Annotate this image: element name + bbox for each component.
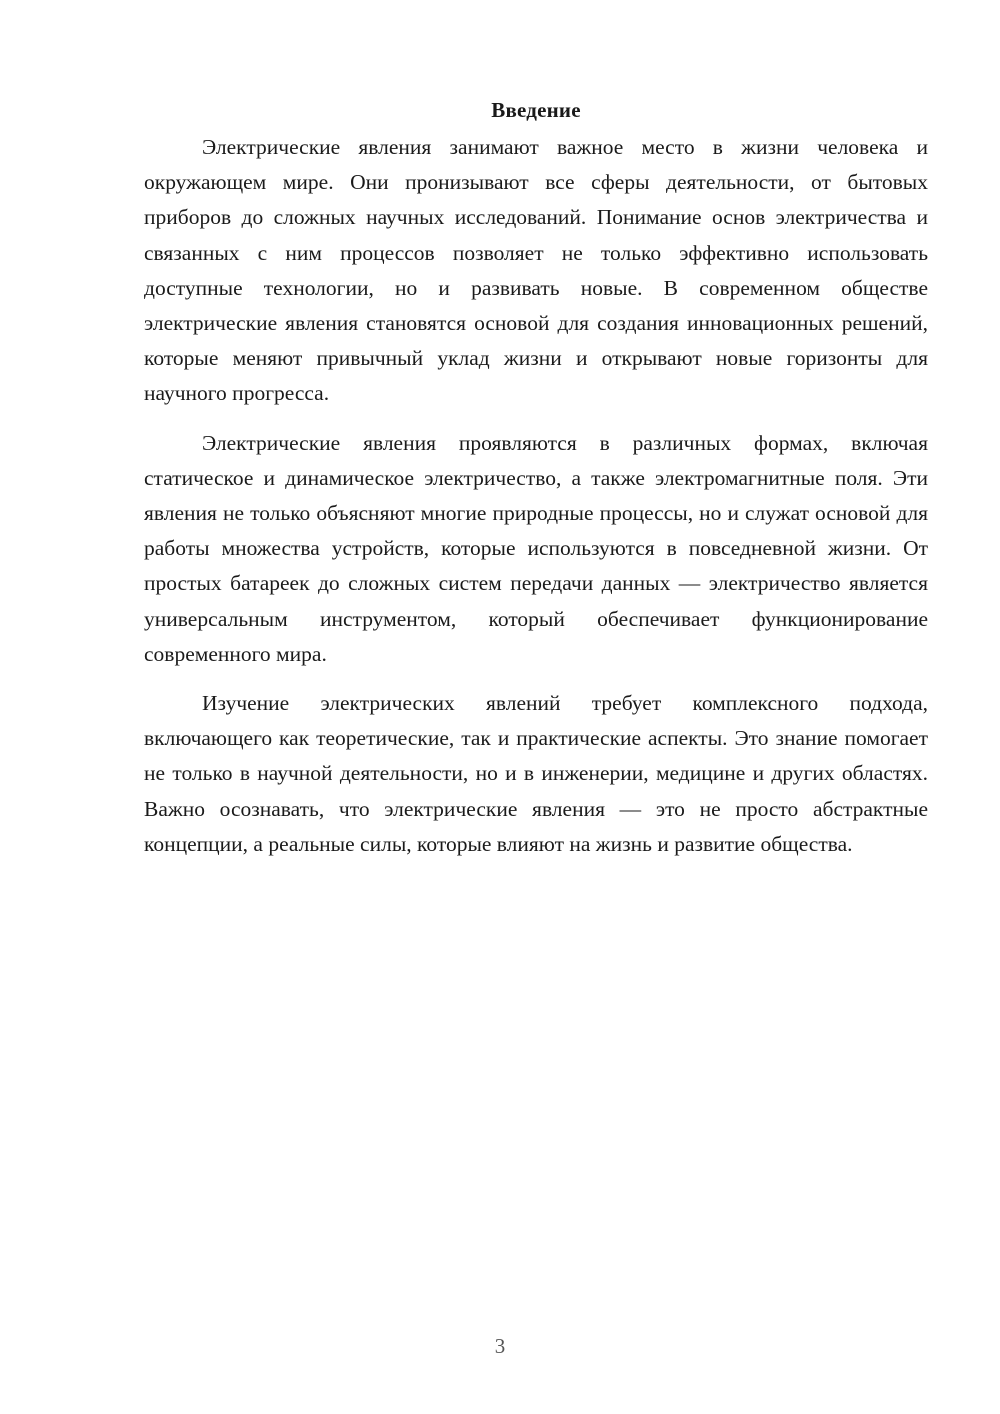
paragraph-1: Электрические явления занимают важное место в жизни человека и окружающем мире. Они пронизывают все сферы деятельности, от бытовых приборов до сложных научных исследований. Понимание основ электричества и связанных с ним процессов позволяет не только эффективно использовать доступные технологии, но и развивать новые. В современном обществе электрические явления становятся основой для создания инновационных решений, которые меняют привычный уклад жизни и открывают новые горизонты для научного прогресса. [144,135,928,406]
paragraph-2: Электрические явления проявляются в различных формах, включая статическое и динамическое электричество, а также электромагнитные поля. Эти явления не только объясняют многие природные процессы, но и служат основой для работы множества устройств, которые используются в повседневной жизни. От простых батареек до сложных систем передачи данных — электричество является универсальным инструментом, который обеспечивает функционирование современного мира. [144,430,928,666]
section-title: Введение [491,98,581,122]
document-body [144,92,928,862]
paragraph-3: Изучение электрических явлений требует комплексного подхода, включающего как теоретические, так и практические аспекты. Это знание помогает не только в научной деятельности, но и в инженерии, медицине и других областях. Важно осознавать, что электрические явления — это не просто абстрактные концепции, а реальные силы, которые влияют на жизнь и развитие общества. [144,691,928,856]
page-number: 3 [494,1334,506,1358]
